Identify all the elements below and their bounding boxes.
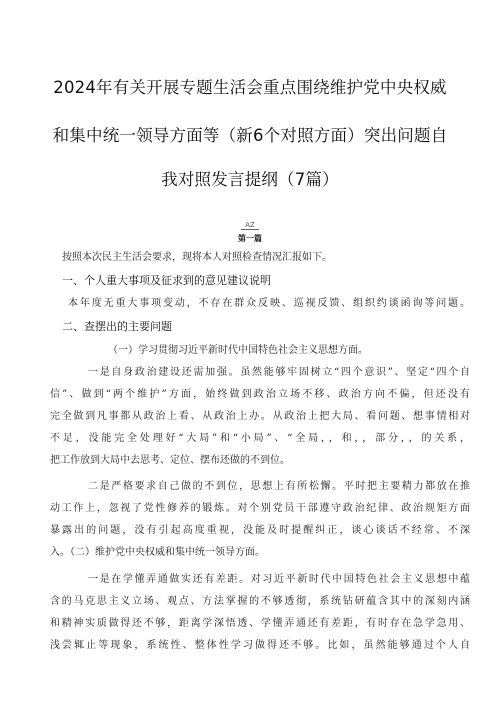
body-line-3: 一是自身政治建设还需加强。虽然能够牢固树立“四个意识”、坚定“四个自 bbox=[88, 367, 470, 378]
body-line-7: 把工作放到大局中去思考、定位、摆布还做的不到位。 bbox=[50, 455, 290, 466]
sub-heading-1: （一）学习贯彻习近平新时代中国特色社会主义思想方面。 bbox=[108, 345, 368, 356]
body-line-5: 完全做到凡事都从政治上看、从政治上办。从政治上把大局、看问题、想事情相对 bbox=[50, 411, 470, 422]
body-line-10: 暴露出的问题，没有引起高度重视，没能及时提醒纠正，谈心谈话不经常、不深 bbox=[50, 525, 470, 536]
document-title-line-2: 和集中统一领导方面等（新6个对照方面）突出问题自 bbox=[52, 126, 448, 145]
body-line-1: 按照本次民主生活会要求，现将本人对照检查情况汇报如下。 bbox=[62, 252, 332, 263]
body-line-14: 和精神实质做得还不够，距离学深悟透、学懂弄通还有差距，有时存在急学急用、 bbox=[50, 618, 470, 629]
document-title-line-1: 2024年有关开展专题生活会重点围绕维护党中央权威 bbox=[53, 78, 447, 97]
document-title-line-3: 我对照发言提纲（7篇） bbox=[161, 170, 339, 189]
body-line-9: 动工作上，忽视了党性修养的锻炼。对个别党员干部遵守政治纪律、政治规矩方面 bbox=[50, 503, 470, 514]
header-mark bbox=[0, 221, 500, 229]
body-line-2: 本年度无重大事项变动，不存在群众反映、巡视反馈、组织约谈函询等问题。 bbox=[68, 298, 470, 309]
body-line-15: 浅尝辄止等现象，系统性、整体性学习做得还不够。比如，虽然能够通过个人自 bbox=[50, 640, 470, 651]
section-heading-1: 一、个人重大事项及征求到的意见建议说明 bbox=[62, 274, 271, 287]
body-line-8: 二是严格要求自己做的不到位，思想上有所松懈。平时把主要精力都放在推 bbox=[88, 481, 470, 492]
section-subtitle: 第一篇 bbox=[238, 234, 262, 243]
body-line-6: 不足，没能完全处理好“大局”和“小局”、“全局，，和，，部分，，的关系， bbox=[50, 433, 470, 444]
section-heading-2: 二、查摆出的主要问题 bbox=[62, 320, 172, 333]
body-line-4: 信”、做到“两个维护”方面，始终做到政治立场不移、政治方向不偏，但还没有 bbox=[50, 389, 470, 400]
body-line-12: 一是在学懂弄通做实还有差距。对习近平新时代中国特色社会主义思想中蕴 bbox=[88, 574, 470, 585]
header-mark-text: AZ bbox=[241, 221, 259, 230]
body-line-11: 入。（二）维护党中央权威和集中统一领导方面。 bbox=[50, 547, 265, 558]
body-line-13: 含的马克思主义立场、观点、方法掌握的不够透彻，系统钻研蕴含其中的深刻内涵 bbox=[50, 596, 470, 607]
